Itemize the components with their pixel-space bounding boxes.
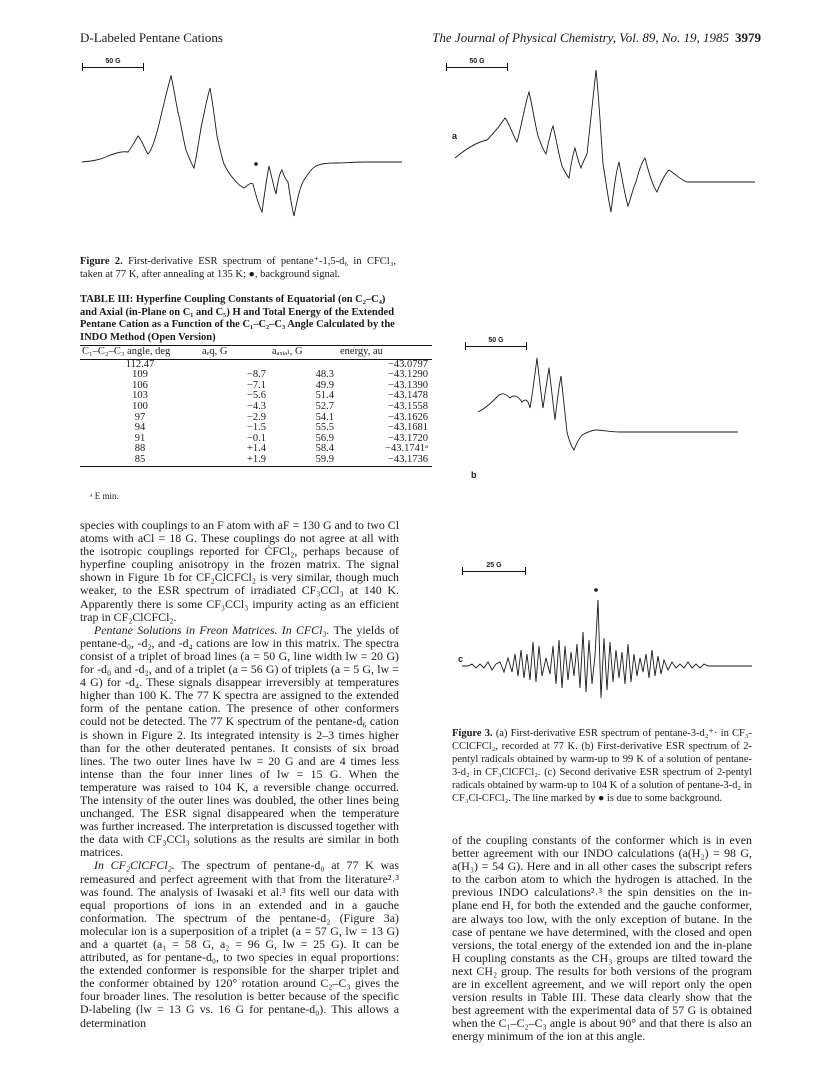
table-cell: −2.9 bbox=[246, 411, 266, 423]
table-cell: −43.1558 bbox=[387, 400, 428, 412]
running-title: D-Labeled Pentane Cations bbox=[80, 30, 223, 45]
page-number: 3979 bbox=[735, 30, 761, 45]
table-cell: −7.1 bbox=[246, 379, 266, 391]
figure3c-scale-label: 25 G bbox=[486, 562, 502, 569]
table-cell: 52.7 bbox=[315, 400, 334, 412]
figure3c-panel-label: c bbox=[458, 654, 464, 664]
table-cell: 49.9 bbox=[315, 379, 334, 391]
table-cell: −43.1290 bbox=[387, 369, 428, 381]
table-cell: 59.9 bbox=[315, 453, 334, 465]
figure2-scale-label: 50 G bbox=[105, 58, 121, 65]
left-column-text bbox=[80, 519, 399, 1030]
table-cell: 56.9 bbox=[315, 432, 334, 444]
paragraph: of the coupling constants of the conformer which is in even better agreement with our INDO calculations (a(H₂) = 98 G, a(H₃) = 54 G). Here and in all other cases the subscript refers to the carbon atom to which the hydrogen is attached. In the previous INDO calculations²˒³ the spin densities on the in-plane end H, for both the extended and the gauche conformer, are always too low, with the only exception of butane. In the case of pentane we have determined, with the closed and open versions, the total energy of the extended ion and the in-plane H coupling constants as the CH₃ groups are tilted toward the next CH₂ group. The results for both versions of the program are in excellent agreement, and we will report only the open version results in Table III. These data clearly show that the best agreement with the experimental data of 57 G is obtained when the C₁–C₂–C₃ angle is about 90° and that there is also an energy minimum of the ion at this angle. bbox=[452, 833, 752, 1044]
table-cell: −4.3 bbox=[246, 400, 266, 412]
table-cell: −1.5 bbox=[246, 422, 266, 434]
journal-citation: The Journal of Physical Chemistry, Vol. 89, No. 19, 1985 bbox=[432, 30, 729, 45]
figure3a-panel-label: a bbox=[452, 131, 458, 141]
paragraph: species with couplings to an F atom with aF = 130 G and to two Cl atoms with aCl = 18 G. These couplings do not agree at all with the isotropic couplings reported for ĊFCl₂, perhaps because of hyperfine coupling anisotropy in the frozen matrix. The signal shown in Figure 1b for CF₂ClCFCl₂ is very similar, though much weaker, to the ESR spectrum of irradiated CF₃CCl₃ at 140 K. Apparently there is some CF₃CCl₃ impurity acting as an efficient trap in CF₂ClCFCl₂. bbox=[80, 518, 399, 624]
figure3a-spectrum bbox=[455, 58, 755, 268]
figure2-spectrum bbox=[82, 58, 402, 238]
journal-header bbox=[432, 30, 761, 46]
table3-footnote: ᵃ E min. bbox=[90, 491, 119, 501]
table-cell: 100 bbox=[132, 400, 148, 412]
table-row bbox=[80, 455, 432, 466]
table-cell: 85 bbox=[134, 453, 146, 465]
paragraph-text: The spectrum of pentane-d₀ at 77 K was remeasured and perfect agreement with that from the literature²˒³ was found. The analysis of Iwasaki et al.³ fits well our data with equal proportions of ions in an extended and in a gauche conformation. The spectrum of the pentane-d₂ (Figure 3a) molecular ion is a superposition of a triplet (a = 57 G, lw = 13 G) and a quartet (a₁ = 58 G, a₂ = 96 G, lw = 25 G). It can be attributed, as for pentane-d₀, to two species in equal proportions: the extended conformer is responsible for the sharper triplet and the conformer obtained by 120° rotation around C₂–C₃ gives the four broader lines. The resolution is better because of the specific D-labeling (lw = 13 G vs. 16 G for pentane-d₀). This allows a determination bbox=[80, 858, 399, 1030]
table-cell: 54.1 bbox=[315, 411, 334, 423]
paragraph bbox=[80, 624, 399, 860]
table-row bbox=[80, 402, 432, 413]
table-cell: 106 bbox=[132, 379, 148, 391]
table-cell: 112.47 bbox=[125, 358, 155, 370]
table-cell: 51.4 bbox=[315, 390, 334, 402]
table-cell: 88 bbox=[134, 443, 146, 455]
figure2-caption-text: First-derivative ESR spectrum of pentane⁺-1,5-d₆ in CFCl₃, taken at 77 K, after annealing at 135 K; ●, background signal. bbox=[80, 256, 397, 280]
table-cell: −5.6 bbox=[246, 390, 266, 402]
table-cell: −43.1720 bbox=[387, 432, 428, 444]
table-cell: −0.1 bbox=[246, 432, 266, 444]
table-cell: +1.9 bbox=[246, 453, 266, 465]
table-cell: 109 bbox=[132, 369, 148, 381]
figure3b-panel-label: b bbox=[471, 470, 477, 480]
paragraph-text: The yields of pentane-d₀, -d₂, and -d₄ cations are low in this matrix. The spectra consist of a triplet of broad lines (a = 50 G, line width lw = 20 G) for -d₀ and -d₂, and of a triplet (a = 56 G) of triplets (a = 5 G, lw = 4 G) for -d₄. These signals disappear irreversibly at temperatures higher than 100 K. The 77 K spectra are assigned to the extended form of the pentane cation. The presence of other conformers could not be detected. The 77 K spectrum of the pentane-d₆ cation is shown in Figure 2. Its integrated intensity is 2–3 times higher than for the other deuterated pentanes. It consists of six broad lines. The two outer lines have lw = 20 G and are 4 times less intense than the four inner lines of lw = 15 G. When the temperature was raised to 104 K, a reversible change occurred. The intensity of the outer lines was doubled, the other lines being unchanged. The ESR signal disappeared when the temperature was further increased. The interpretation is discussed together with the data with CF₃CCl₃ solutions as the results are similar in both matrices. bbox=[80, 622, 399, 860]
figure3-caption-text: (a) First-derivative ESR spectrum of pentane-3-d₂⁺· in CF₃-CClCFCl₂, recorded at 77 K. (b) First-derivative ESR spectrum of 2-pentyl radicals obtained by warm-up to 99 K of a solution of pentane-3-d₂ in CF₃ClCFCl₂. (c) Second derivative ESR spectrum of 2-pentyl radicals obtained by warm-up to 104 K of a solution of pentane-3-d₂ in CF₃Cl-CFCl₂. The line marked by ● is due to some background. bbox=[452, 728, 752, 804]
table-cell: 103 bbox=[132, 390, 148, 402]
table-cell: −8.7 bbox=[246, 369, 266, 381]
figure3c-spectrum bbox=[462, 580, 752, 700]
table-cell: 58.4 bbox=[315, 443, 334, 455]
table-cell: 91 bbox=[134, 432, 146, 444]
figure2-caption bbox=[80, 255, 396, 281]
table-cell: +1.4 bbox=[246, 443, 266, 455]
table3 bbox=[80, 345, 432, 467]
table-cell: 97 bbox=[134, 411, 146, 423]
table-cell: −43.1681 bbox=[387, 422, 428, 434]
background-signal-marker bbox=[254, 162, 258, 166]
table3-header-aeq: aₑq, G bbox=[202, 346, 228, 357]
table3-header-aaxial: aₐₓᵢₐₗ, G bbox=[272, 346, 303, 357]
table-cell: −43.0797 bbox=[387, 358, 428, 370]
table-cell: 94 bbox=[134, 422, 146, 434]
paragraph bbox=[80, 859, 399, 1029]
table-cell: −43.1736 bbox=[387, 453, 428, 465]
table-cell: −43.1741ᵃ bbox=[385, 443, 428, 455]
table3-header-angle: C₁–C₂–C₃ angle, deg bbox=[82, 346, 171, 357]
background-signal-marker bbox=[594, 588, 598, 592]
section-heading: Pentane Solutions in Freon Matrices. In CFCl₃. bbox=[94, 622, 330, 637]
table-cell: −43.1626 bbox=[387, 411, 428, 423]
table-cell: 55.5 bbox=[315, 422, 334, 434]
table-cell: −43.1478 bbox=[387, 390, 428, 402]
table3-header-energy: energy, au bbox=[340, 346, 383, 357]
table3-title: TABLE III: Hyperfine Coupling Constants of Equatorial (on C₂–C₄) and Axial (in-Plane on C₁ and C₅) H and Total Energy of the Extended Pentane Cation as a Function of the C₁–C₂–C₃ Angle Calculated by the INDO Method (Open Version) bbox=[80, 294, 395, 343]
figure3b-scale-label: 50 G bbox=[488, 337, 504, 344]
table-cell: −43.1390 bbox=[387, 379, 428, 391]
figure2-caption-label: Figure 2. bbox=[80, 256, 123, 267]
figure3-caption-label: Figure 3. bbox=[452, 728, 493, 739]
figure3b-spectrum bbox=[478, 350, 738, 480]
section-heading: In CF₂ClCFCl₂. bbox=[94, 858, 175, 873]
table-cell: 48.3 bbox=[315, 369, 334, 381]
right-column-text bbox=[452, 834, 752, 1044]
figure3a-scale-label: 50 G bbox=[469, 58, 485, 65]
figure3-caption bbox=[452, 727, 752, 805]
